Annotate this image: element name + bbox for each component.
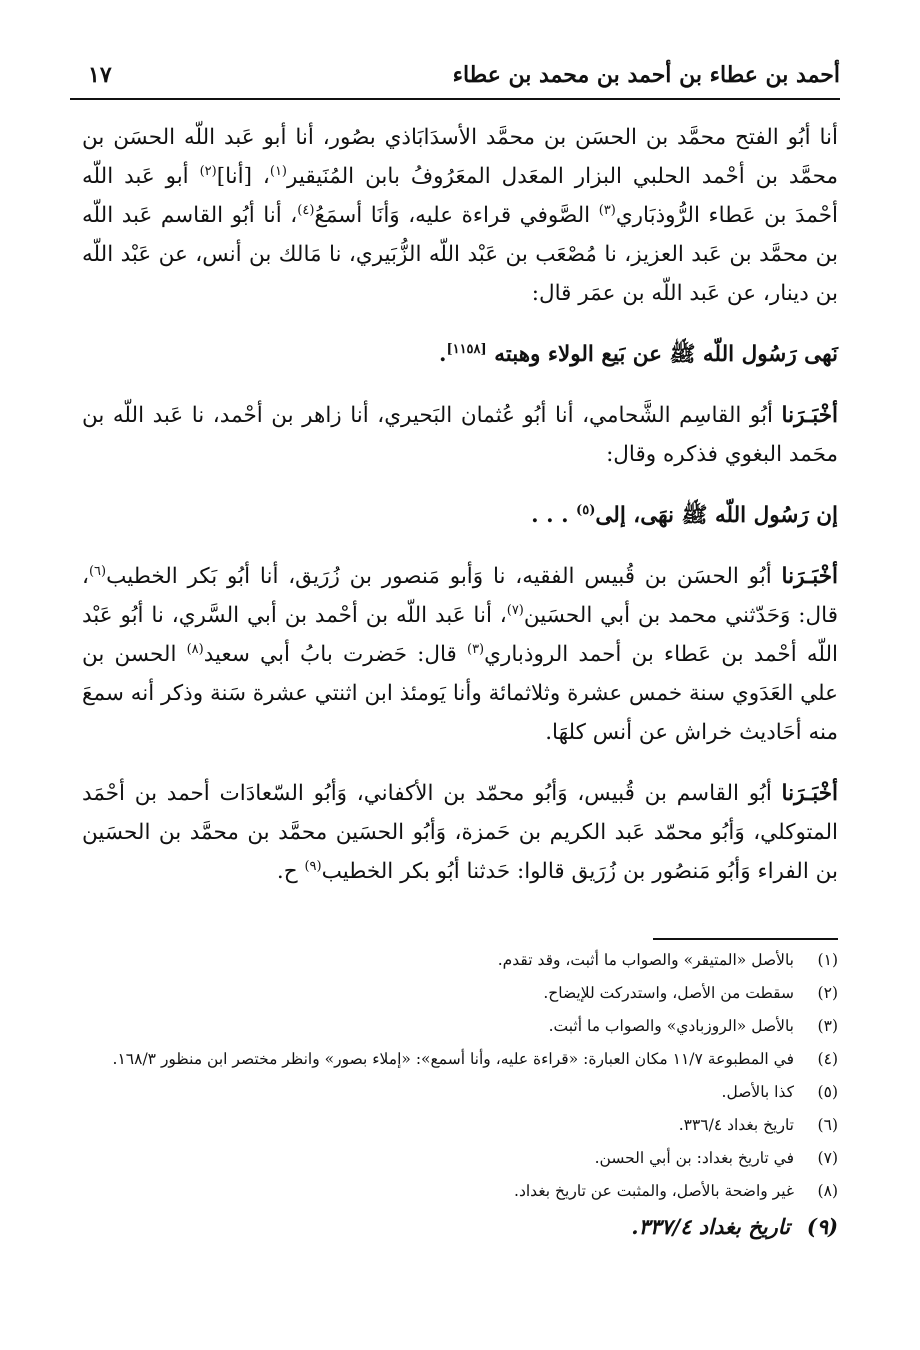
footnote-item <box>82 981 838 1006</box>
footnote-number: (٦) <box>817 1116 838 1134</box>
footnote-number: (٨) <box>817 1182 838 1200</box>
footnote-text: بالأصل «المتيقر» والصواب ما أثبت، وقد تقدم. <box>497 951 794 969</box>
footnote-ref-1[interactable]: (١) <box>269 163 287 179</box>
footnote-text: في المطبوعة ١١/٧ مكان العبارة: «قراءة عليه، وأنا أسمع»: «إملاء بصور» وانظر مختصر ابن منظور ١٦٨/٣. <box>112 1050 794 1068</box>
footnote-item <box>82 1146 838 1171</box>
footnote-number: (٣) <box>817 1017 838 1035</box>
paragraph-1: أنا أبُو الفتح محمَّد بن الحسَن بن محمَّد الأسدَابَاذي بصُور، أنا أبو عَبد اللّه الحسَن بن محمَّد بن أحْمد الحلبي البزار المعَدل المعَرُوفُ بابن المُنَيقير$^{(١)}$، [أنا]$^{(٢)}$ أبو عَبد اللّه أحْمدَ بن عَطاء الرُّوذبَاري$^{(٣)}$ الصَّوفي قراءة عليه، وَأنَا أسمَعُ$^{(٤)}$، أنا أبُو القاسم عَبد اللّه بن محمَّد بن عَبد العزيز، نا مُصْعَب بن عَبْد اللّه الزُّبَيري، نا مَالك بن أنس، عن عَبْد اللّه بن دينار، عن عَبد اللّه بن عمَر قال: <box>82 125 839 306</box>
footnote-item <box>82 1014 838 1039</box>
hadith-number: [١١٥٨] <box>446 341 487 357</box>
footnote-number: (٩) <box>806 1214 838 1239</box>
lead-word: أخْبَـرَنا <box>781 564 838 589</box>
hadith-quote-1: نَهى رَسُول اللّه ﷺ عن بَيع الولاء وهبته [١١٥٨]. <box>438 341 838 367</box>
footnote-text: في تاريخ بغداد: بن أبي الحسن. <box>594 1149 794 1167</box>
footnote-text: تاريخ بغداد ٣٣٧/٤. <box>631 1214 790 1239</box>
footnote-ref-8[interactable]: (٨) <box>186 641 204 657</box>
footnote-number: (١) <box>817 951 838 969</box>
footnote-text: غير واضحة بالأصل، والمثبت عن تاريخ بغداد. <box>514 1182 794 1200</box>
footnote-ref-7[interactable]: (٧) <box>506 602 524 618</box>
footnote-text: تاريخ بغداد ٣٣٦/٤. <box>678 1116 794 1134</box>
footnote-item <box>82 1179 838 1204</box>
paragraph-4: أخْبَـرَنا أبُو القاسم بن قُبيس، وَأبُو محمّد بن الأكفاني، وَأبُو السّعادَات أحمد بن أحْمَد المتوكلي، وَأبُو محمّد عَبد الكريم بن حَمزة، وَأبُو الحسَين محمَّد بن محمَّد بن الحسَين بن الفراء وَأبُو مَنصُور بن زُرَيق قالوا: حَدثنا أبُو بكر الخطيب$^{(٩)}$ ح. <box>82 781 838 884</box>
footnote-text: كذا بالأصل. <box>721 1083 794 1101</box>
footnote-number: (٤) <box>817 1050 838 1068</box>
footnote-number: (٥) <box>817 1083 838 1101</box>
footnote-ref-5[interactable]: (٥) <box>576 502 596 518</box>
footnote-ref-9[interactable]: (٩) <box>304 858 322 874</box>
footnote-ref-6[interactable]: (٦) <box>88 563 107 579</box>
footnote-item <box>82 948 838 973</box>
lead-word: أخْبَـرَنا <box>781 781 838 806</box>
running-title: أحمد بن عطاء بن أحمد بن محمد بن عطاء <box>452 62 840 88</box>
footnote-ref-2[interactable]: (٢) <box>199 163 217 179</box>
paragraph-3: أخْبَـرَنا أبُو الحسَن بن قُبيس الفقيه، نا وَأبو مَنصور بن زُرَيق، أنا أبُو بَكر الخطيب$^{(٦)}$، قال: وَحَدّثني محمد بن أبي الحسَين$^{(٧)}$، أنا عَبد اللّه بن أحْمد بن أبي السَّري، نا أبُو عَبْد اللّه أحْمد بن عَطاء بن أحمد الروذباري$^{(٣)}$ قال: حَضرت بابُ أبي سعيد$^{(٨)}$ الحسن بن علي العَدَوي سنة خمس عشرة وثلاثمائة وأنا يَومئذ ابن اثنتي عشرة سَنة وذكر أنه سمعَ منه أحَاديث خراش عن أنس كلهَا. <box>82 563 839 745</box>
footnote-ref-4[interactable]: (٤) <box>297 202 315 218</box>
footnote-ref-3b[interactable]: (٣) <box>466 641 485 657</box>
hadith-quote-2: إن رَسُول اللّه ﷺ نهَى، إلى$^{(٥)}$ . . . <box>531 502 838 528</box>
footnote-item <box>82 1214 838 1239</box>
footnote-number: (٢) <box>817 984 838 1002</box>
main-text <box>82 118 838 913</box>
lead-word: أخْبَـرَنا <box>781 403 838 428</box>
page-header <box>70 58 840 100</box>
footnote-text: سقطت من الأصل، واستدركت للإيضاح. <box>543 984 794 1002</box>
footnote-text: بالأصل «الروزبادي» والصواب ما أثبت. <box>548 1017 794 1035</box>
footnote-separator <box>653 938 838 940</box>
footnotes <box>82 948 838 1247</box>
footnote-ref-3[interactable]: (٣) <box>598 202 616 218</box>
footnote-item <box>82 1113 838 1138</box>
footnote-item <box>82 1080 838 1105</box>
paragraph-2: أخْبَـرَنا أبُو القاسِم الشَّحامي، أنا أبُو عُثمان البَحيري، أنا زاهر بن أحْمد، نا عَبد اللّه بن محَمد البغوي فذكره وقال: <box>82 403 838 467</box>
footnote-number: (٧) <box>817 1149 838 1167</box>
footnote-item <box>82 1047 838 1072</box>
page-number: ١٧ <box>88 62 112 88</box>
